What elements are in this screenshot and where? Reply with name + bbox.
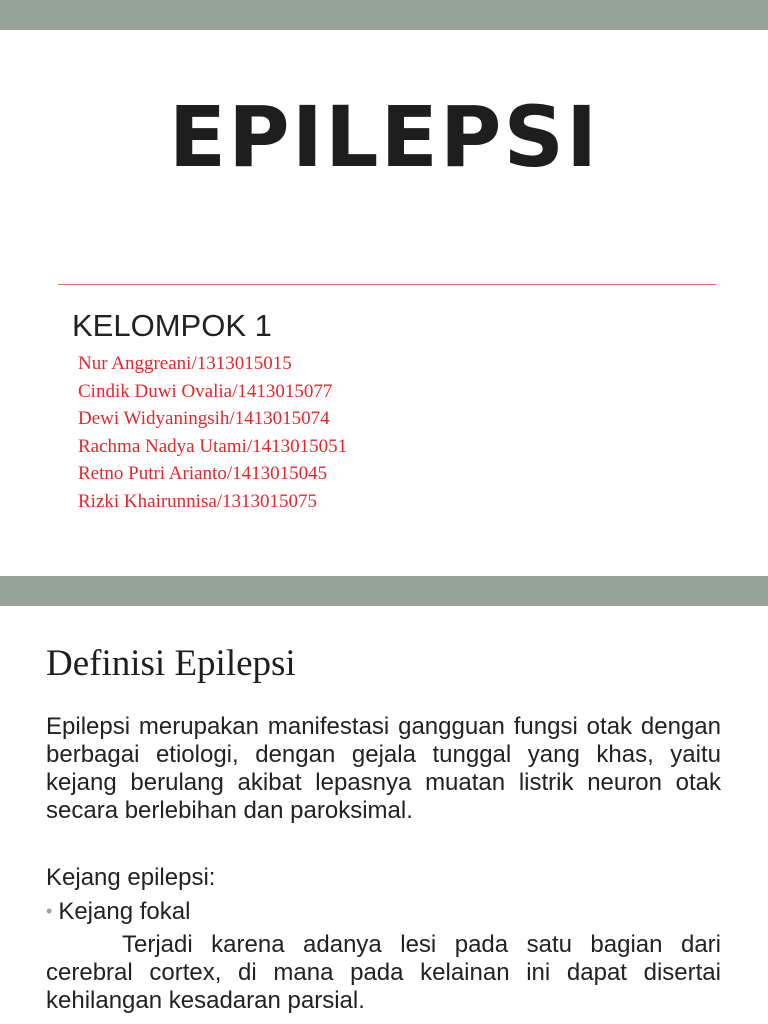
bullet-item-focal-seizure bbox=[46, 897, 190, 926]
divider-line bbox=[58, 284, 716, 285]
group-title: KELOMPOK 1 bbox=[72, 308, 272, 343]
slide-title: EPILEPSI bbox=[168, 88, 600, 186]
focal-seizure-paragraph: Terjadi karena adanya lesi pada satu bagian dari cerebral cortex, di mana pada kelainan ini dapat disertai kehilangan kesadaran parsial. bbox=[46, 931, 721, 1014]
member-item: Cindik Duwi Ovalia/1413015077 bbox=[78, 380, 333, 402]
definition-paragraph: Epilepsi merupakan manifestasi gangguan fungsi otak dengan berbagai etiologi, dengan gejala tunggal yang khas, yaitu kejang berulang akibat lepasnya muatan listrik neuron otak secara berlebihan dan paroksimal. bbox=[46, 713, 721, 824]
title-slide bbox=[0, 30, 768, 576]
bullet-label: Kejang fokal bbox=[58, 898, 191, 925]
seizure-heading: Kejang epilepsi: bbox=[46, 864, 216, 891]
bullet-icon: • bbox=[46, 901, 53, 921]
member-item: Rachma Nadya Utami/1413015051 bbox=[78, 435, 348, 457]
definition-title: Definisi Epilepsi bbox=[46, 643, 296, 684]
top-band bbox=[0, 0, 768, 30]
member-item: Dewi Widyaningsih/1413015074 bbox=[78, 408, 330, 430]
slide-separator-band bbox=[0, 576, 768, 606]
definition-slide bbox=[0, 606, 768, 1024]
member-item: Retno Putri Arianto/1413015045 bbox=[78, 463, 328, 485]
member-list bbox=[78, 350, 347, 516]
member-item: Nur Anggreani/1313015015 bbox=[78, 353, 292, 374]
member-item: Rizki Khairunnisa/1313015075 bbox=[78, 490, 318, 512]
